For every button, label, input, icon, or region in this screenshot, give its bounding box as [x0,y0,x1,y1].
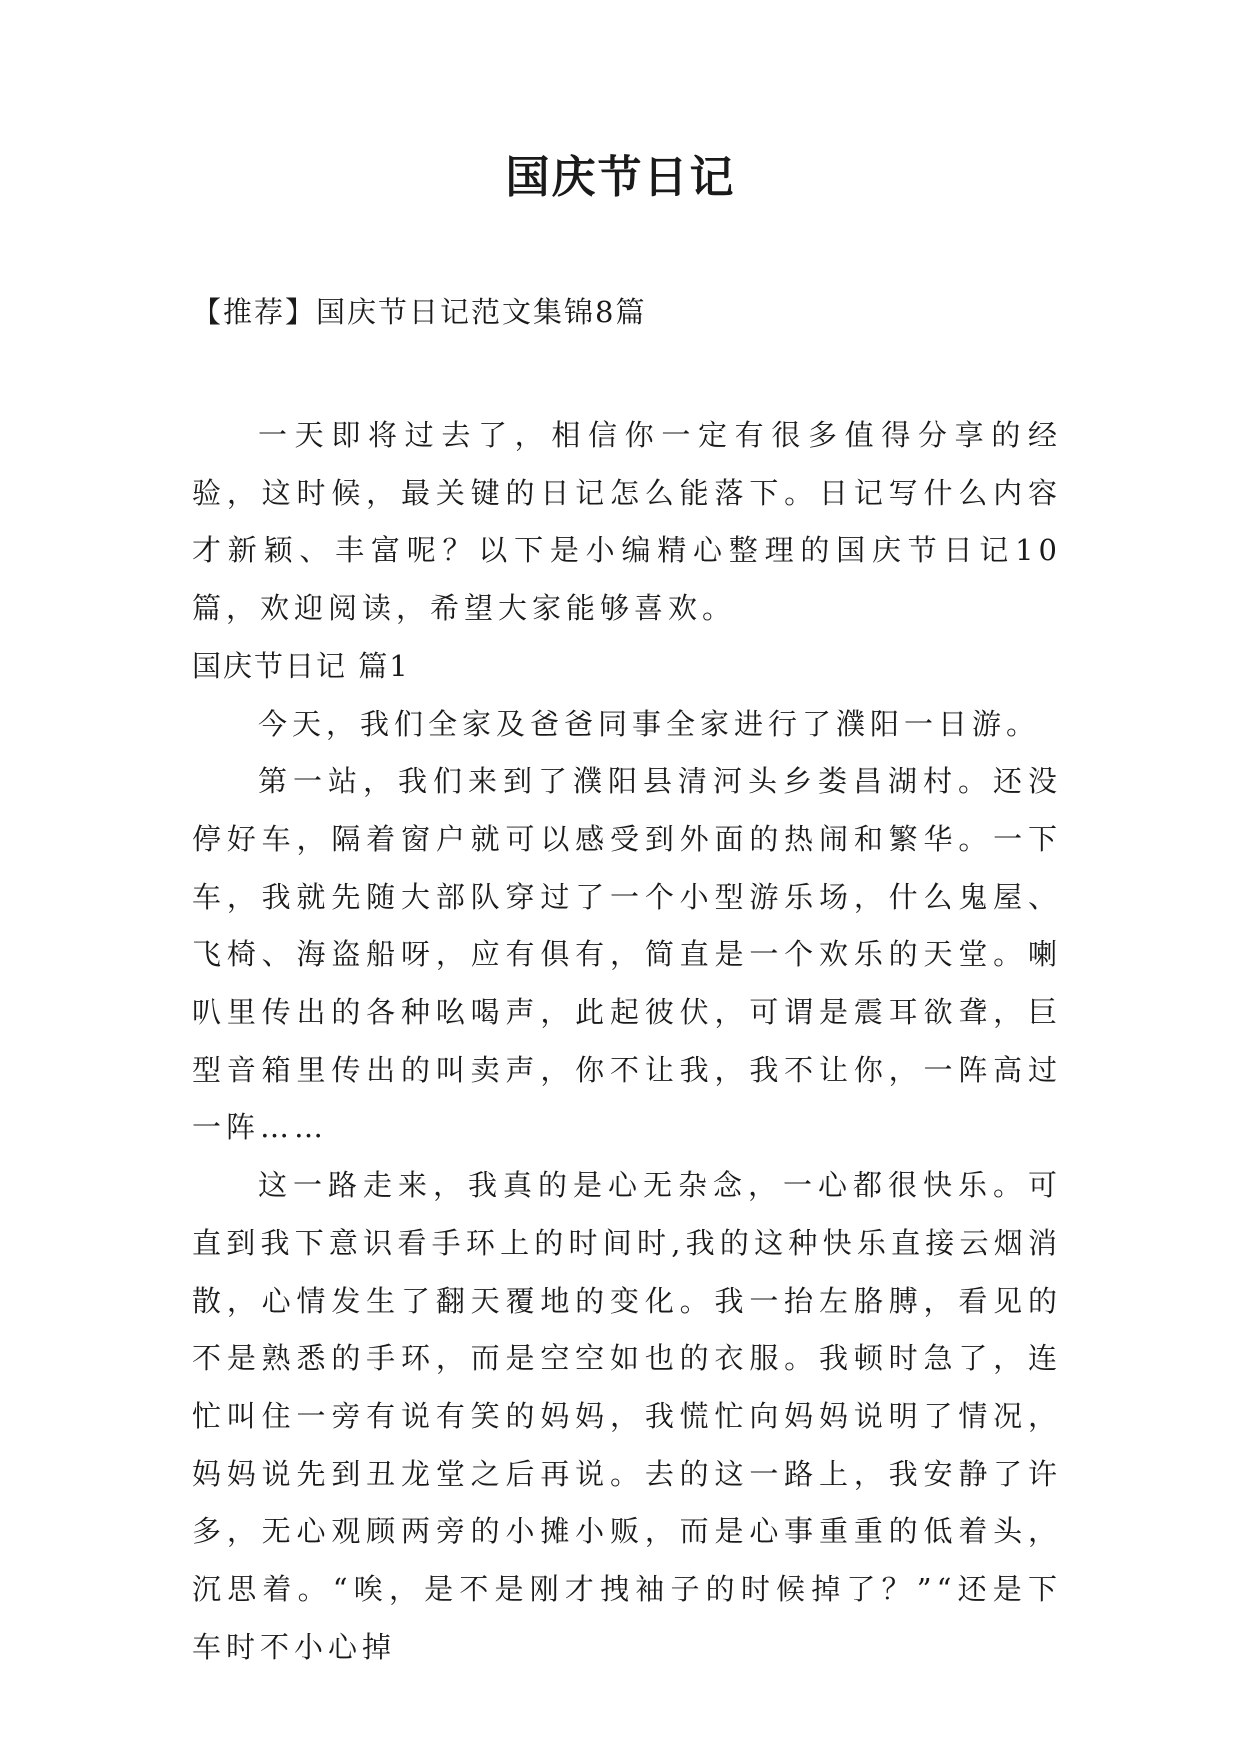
section-heading: 国庆节日记 篇1 [192,648,410,683]
body-paragraph: 这一路走来，我真的是心无杂念，一心都很快乐。可直到我下意识看手环上的时间时,我的这种快乐直接云烟消散，心情发生了翻天覆地的变化。我一抬左胳膊，看见的不是熟悉的手环，而是空空如也的衣服。我顿时急了，连忙叫住一旁有说有笑的妈妈，我慌忙向妈妈说明了情况，妈妈说先到丑龙堂之后再说。去的这一路上，我安静了许多，无心观顾两旁的小摊小贩，而是心事重重的低着头，沉思着。“唉，是不是刚才拽袖子的时候掉了？”“还是下车时不小心掉 [192,1168,1062,1664]
document-subtitle: 【推荐】国庆节日记范文集锦8篇 [192,295,647,329]
intro-paragraph: 一天即将过去了，相信你一定有很多值得分享的经验，这时候，最关键的日记怎么能落下。日记写什么内容才新颖、丰富呢？以下是小编精心整理的国庆节日记10篇，欢迎阅读，希望大家能够喜欢。 [192,418,1062,626]
body-paragraph: 第一站，我们来到了濮阳县清河头乡娄昌湖村。还没停好车，隔着窗户就可以感受到外面的热闹和繁华。一下车，我就先随大部队穿过了一个小型游乐场，什么鬼屋、飞椅、海盗船呀，应有俱有，简直是一个欢乐的天堂。喇叭里传出的各种吆喝声，此起彼伏，可谓是震耳欲聋，巨型音箱里传出的叫卖声，你不让我，我不让你，一阵高过一阵…… [192,764,1062,1145]
document-title: 国庆节日记 [505,152,736,203]
body-paragraph: 今天，我们全家及爸爸同事全家进行了濮阳一日游。 [258,706,1041,741]
document-body [192,407,1062,1676]
